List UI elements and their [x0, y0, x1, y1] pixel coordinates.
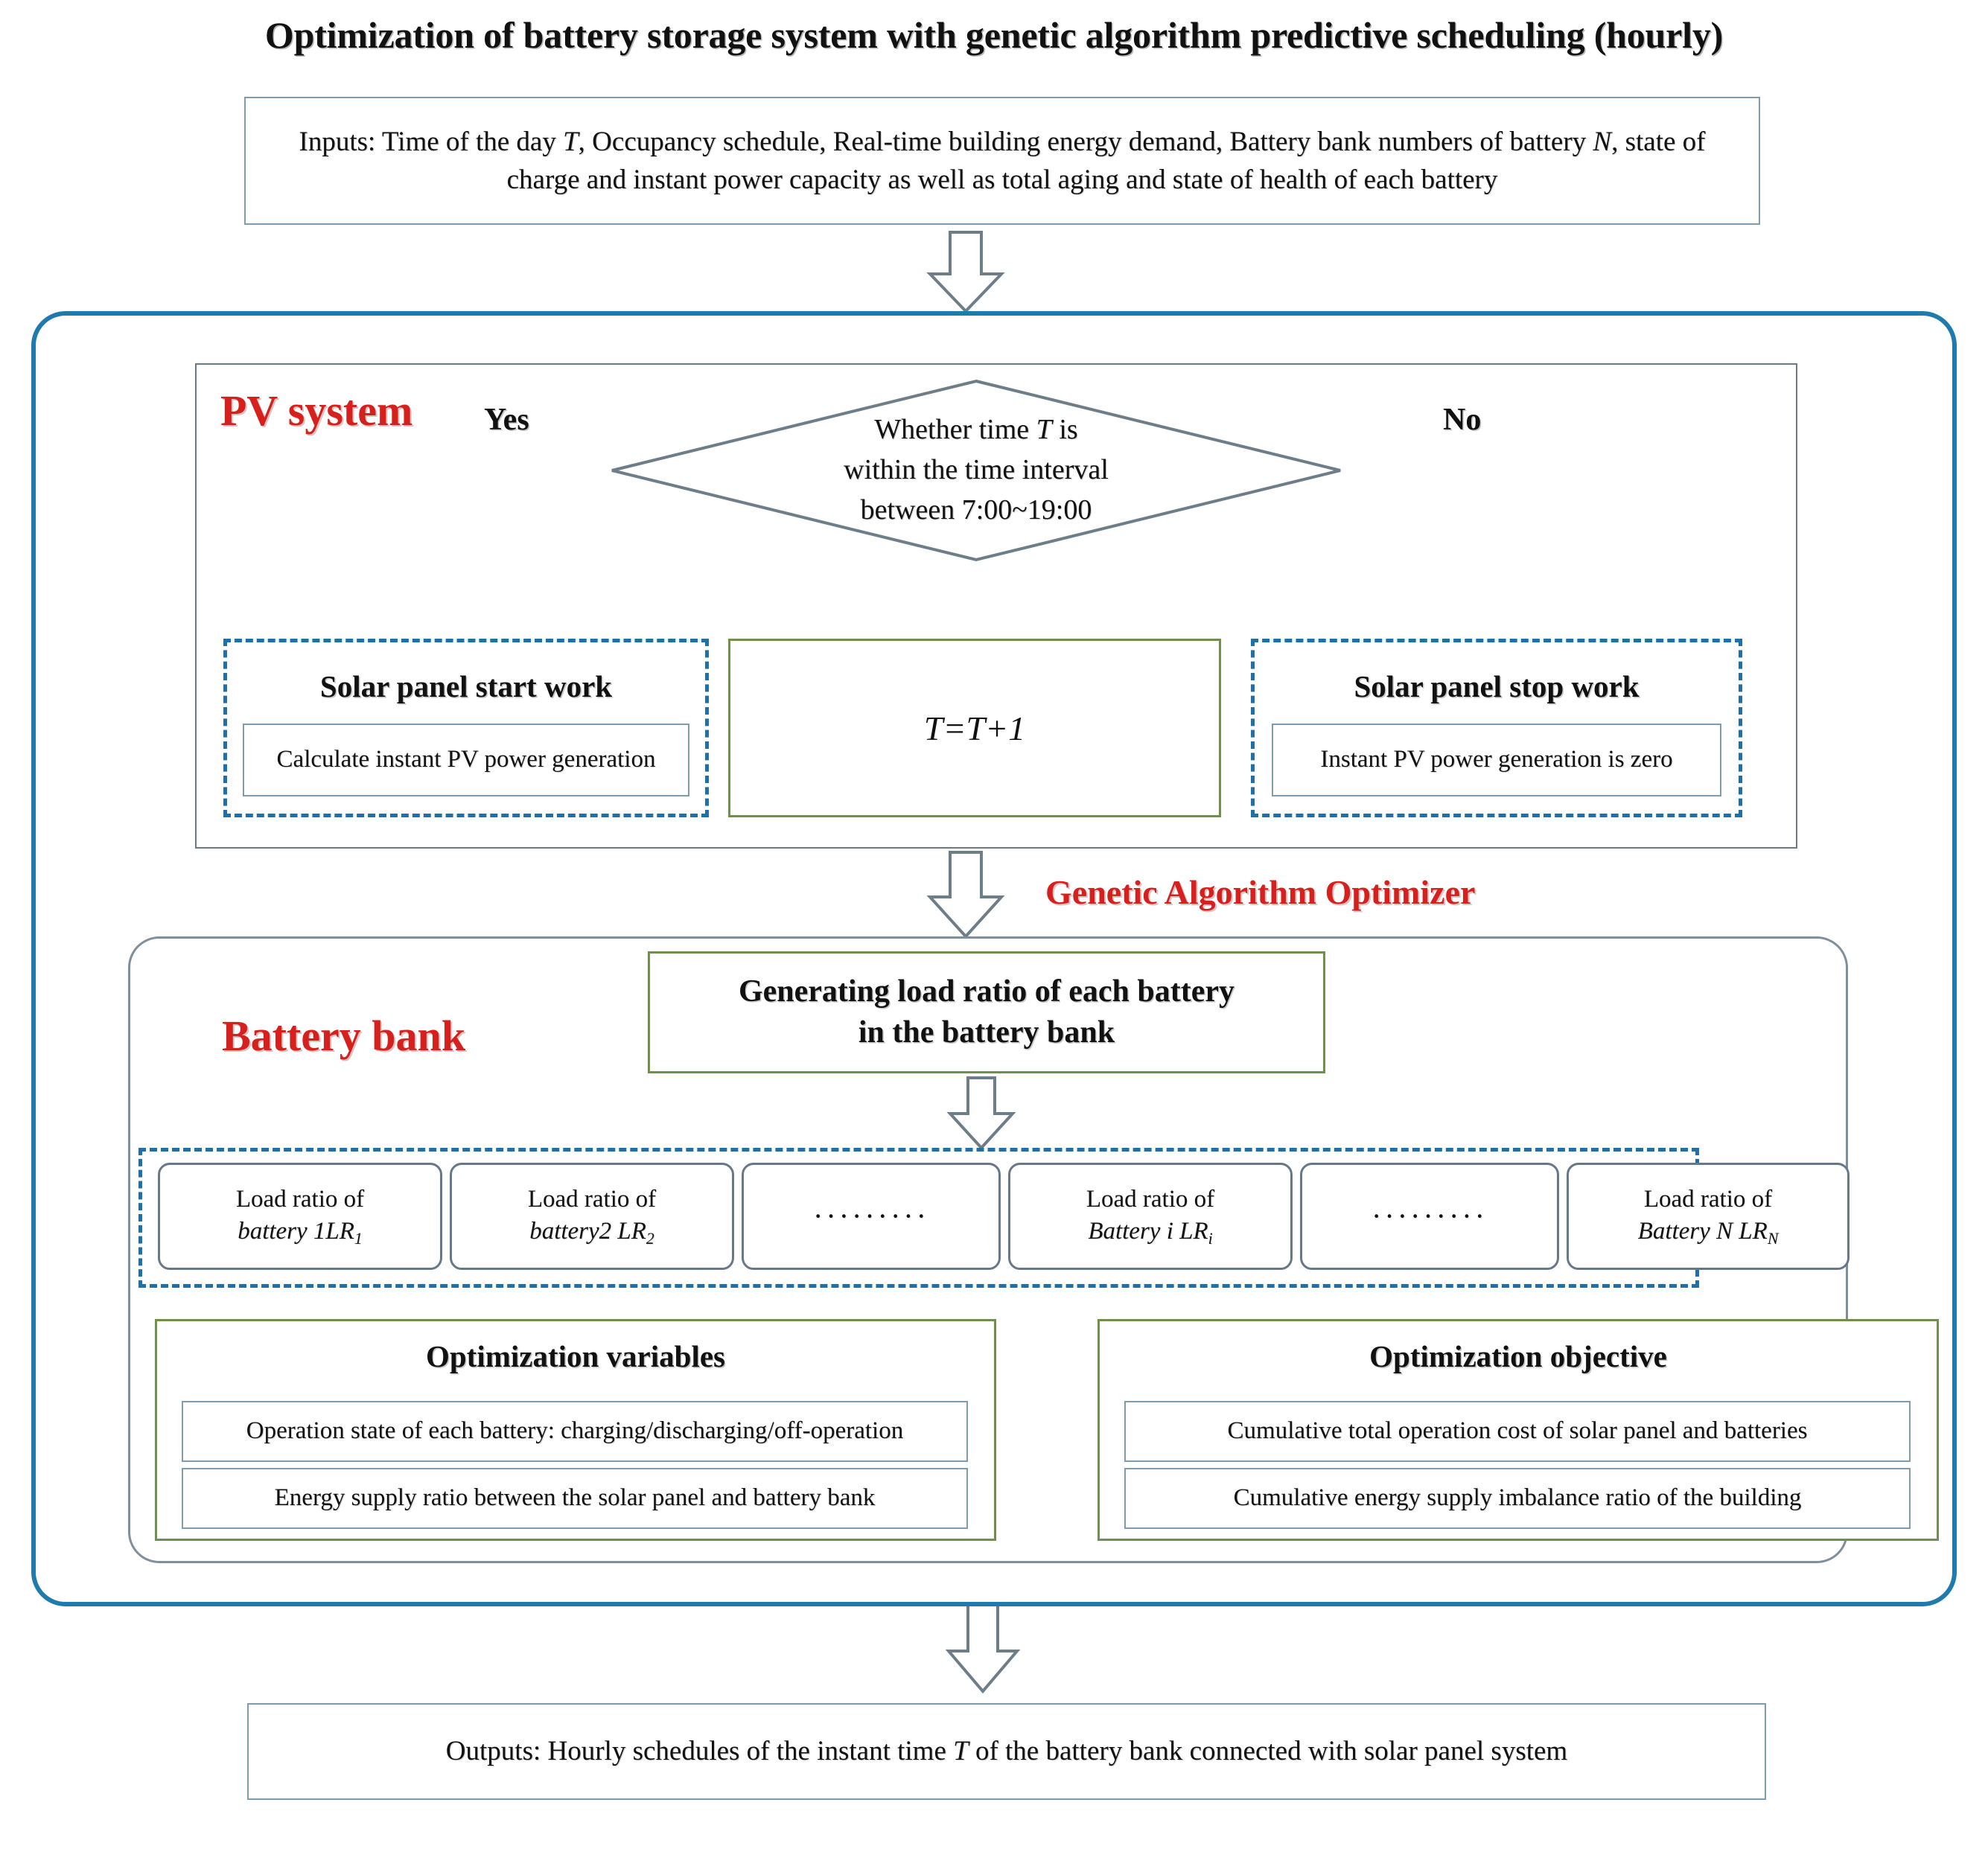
time-increment-text: T=T+1 — [923, 709, 1026, 747]
solar-start-heading: Solar panel start work — [319, 669, 613, 703]
lrn-line1: Load ratio of — [1643, 1185, 1773, 1213]
down-block-arrow — [949, 1604, 1017, 1691]
decision-line-2: within the time interval — [844, 454, 1109, 486]
lr1-line2: battery 1LR — [238, 1217, 354, 1245]
time-decision-diamond — [611, 380, 1342, 561]
generate-load-ratio-box — [648, 951, 1325, 1073]
load-ratio-label-i — [1086, 1184, 1214, 1249]
lrn-sub: N — [1767, 1229, 1779, 1248]
decision-line-3: between 7:00~19:00 — [860, 494, 1092, 526]
inputs-box-text: Inputs: Time of the day T, Occupancy schedule, Real-time building energy demand, Battery bank numbers of battery N, state of charge and instant power capacity as well as total aging and state of health of each battery — [299, 126, 1706, 195]
optimization-variable-item — [182, 1468, 968, 1529]
lr1-line1: Load ratio of — [235, 1185, 365, 1213]
optimization-objective-item — [1124, 1401, 1911, 1462]
optimization-objective-item-text: Cumulative energy supply imbalance ratio of the building — [1233, 1484, 1802, 1512]
solar-start-detail-text: Calculate instant PV power generation — [276, 746, 656, 773]
generate-load-ratio-text — [739, 971, 1234, 1053]
optimization-variables-heading: Optimization variables — [425, 1339, 725, 1373]
list-item — [450, 1163, 734, 1270]
optimization-objective-item — [1124, 1468, 1911, 1529]
lr2-sub: 2 — [646, 1229, 654, 1248]
list-item — [1567, 1163, 1850, 1270]
solar-stop-heading: Solar panel stop work — [1354, 669, 1640, 703]
pv-system-heading: PV system — [220, 386, 413, 435]
outputs-box-text: Outputs: Hourly schedules of the instant time T of the battery bank connected with solar panel system — [445, 1736, 1568, 1767]
down-block-arrow — [930, 232, 1001, 311]
list-item — [1300, 1163, 1559, 1270]
solar-stop-detail-text: Instant PV power generation is zero — [1320, 746, 1673, 773]
ga-optimizer-label: Genetic Algorithm Optimizer — [1045, 873, 1476, 911]
solar-start-detail-box — [243, 724, 689, 796]
optimization-variable-item — [182, 1401, 968, 1462]
pv-no-label: No — [1443, 403, 1482, 437]
outputs-box — [247, 1703, 1766, 1800]
decision-line-1: Whether time T is — [874, 414, 1078, 446]
lr2-line1: Load ratio of — [527, 1185, 657, 1213]
lri-line2: Battery i LR — [1088, 1217, 1208, 1245]
time-decision-label — [611, 380, 1342, 561]
load-ratio-ellipsis-2: ········· — [1371, 1199, 1488, 1233]
generate-line-2: in the battery bank — [858, 1015, 1115, 1050]
pv-yes-label: Yes — [484, 403, 529, 437]
list-item — [742, 1163, 1001, 1270]
lrn-line2: Battery N LR — [1637, 1217, 1768, 1245]
optimization-objective-heading: Optimization objective — [1369, 1339, 1667, 1373]
load-ratio-label-n — [1638, 1184, 1779, 1249]
load-ratio-label-2 — [528, 1184, 656, 1249]
load-ratio-label-1 — [236, 1184, 364, 1249]
lr1-sub: 1 — [354, 1229, 363, 1248]
solar-stop-detail-box — [1272, 724, 1721, 796]
list-item — [158, 1163, 442, 1270]
optimization-objective-item-text: Cumulative total operation cost of solar panel and batteries — [1227, 1417, 1808, 1445]
time-increment-box — [728, 639, 1221, 817]
generate-line-1: Generating load ratio of each battery — [738, 974, 1235, 1009]
list-item — [1008, 1163, 1293, 1270]
load-ratio-ellipsis-1: ········· — [813, 1199, 929, 1233]
lri-sub: i — [1208, 1229, 1213, 1248]
battery-bank-heading: Battery bank — [222, 1012, 466, 1060]
optimization-variable-item-text: Operation state of each battery: charging/discharging/off-operation — [246, 1417, 904, 1445]
lri-line1: Load ratio of — [1086, 1185, 1215, 1213]
lr2-line2: battery2 LR — [529, 1217, 646, 1245]
page-title: Optimization of battery storage system with genetic algorithm predictive scheduling (hourly) — [264, 14, 1724, 56]
optimization-variable-item-text: Energy supply ratio between the solar panel and battery bank — [274, 1484, 876, 1512]
